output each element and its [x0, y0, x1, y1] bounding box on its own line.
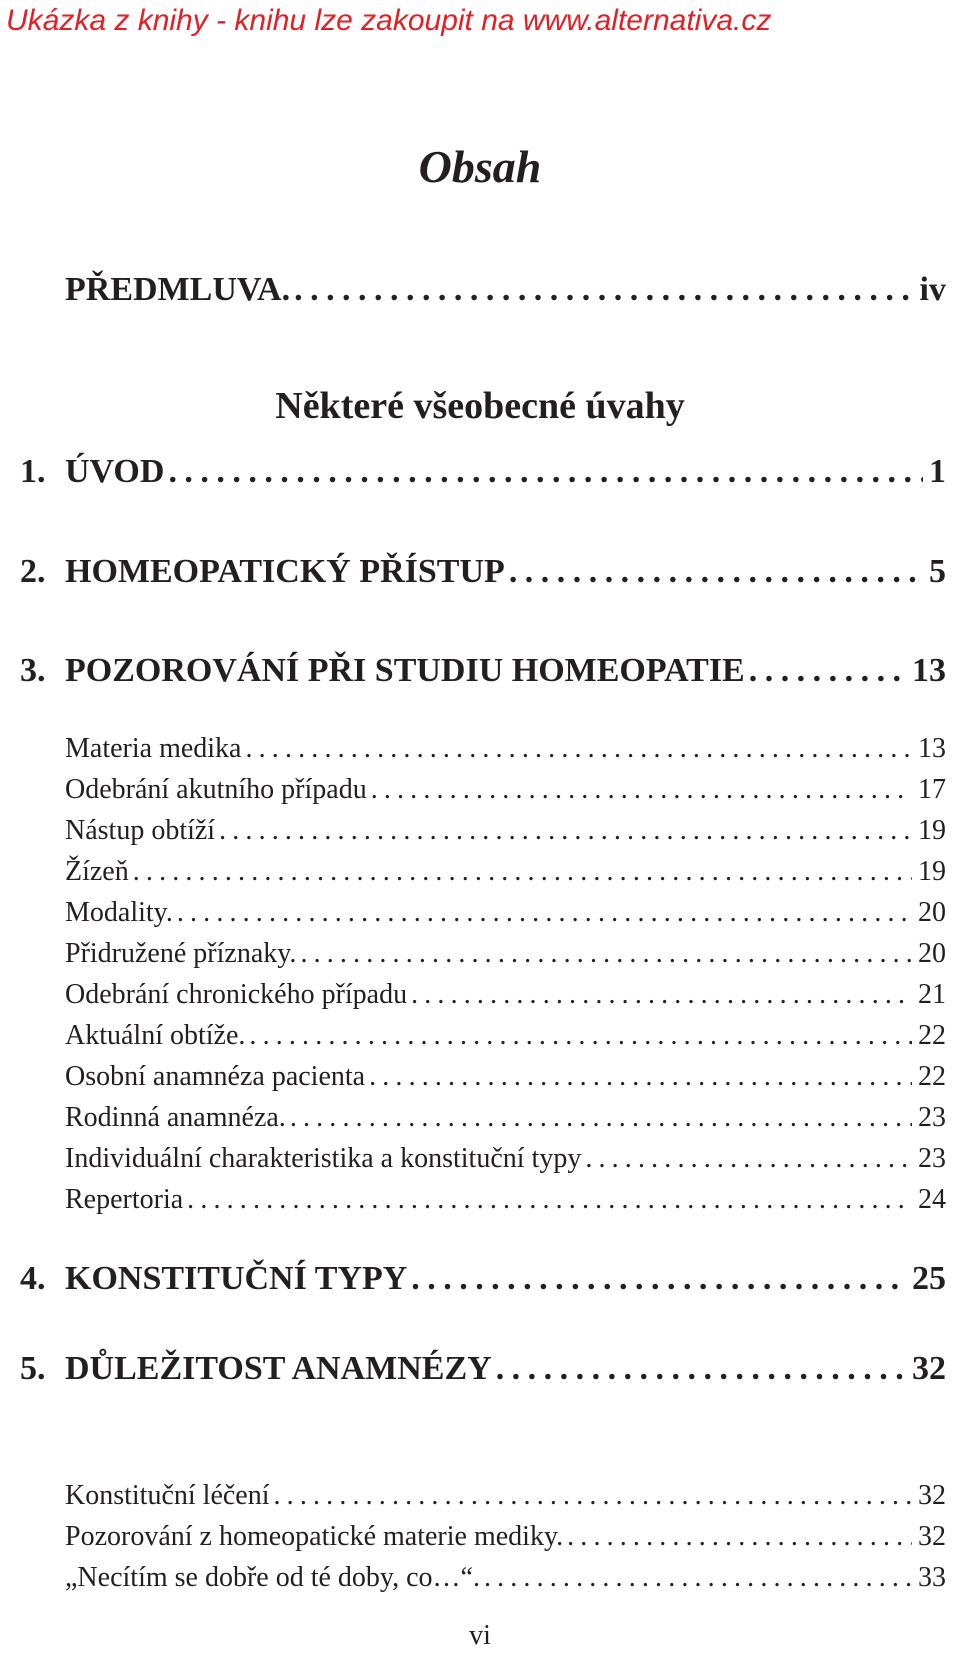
promo-banner-link[interactable]: Ukázka z knihy - knihu lze zakoupit na www.alternativa.cz	[6, 4, 772, 37]
toc-page-number: 22	[918, 1061, 946, 1092]
toc-page-number: 21	[918, 979, 946, 1010]
toc-entry-label: DŮLEŽITOST ANAMNÉZY	[65, 1350, 492, 1387]
toc-entry-chapter-5	[20, 1350, 946, 1388]
toc-subentry	[65, 733, 946, 765]
chapter-number: 3.	[20, 652, 46, 689]
toc-page-number: 33	[918, 1562, 946, 1593]
toc-entry-preface	[65, 271, 946, 309]
toc-subentry	[65, 938, 946, 970]
toc-page-number: 22	[918, 1020, 946, 1051]
toc-entry-label: HOMEOPATICKÝ PŘÍSTUP	[65, 553, 505, 590]
toc-dot-leader	[509, 553, 923, 591]
toc-dot-leader	[300, 938, 912, 970]
toc-entry-chapter-4	[20, 1260, 946, 1298]
toc-page-number: 23	[918, 1102, 946, 1133]
toc-entry-label: „Necítím se dobře od té doby, co…“.	[65, 1562, 480, 1593]
toc-entry-label: Aktuální obtíže.	[65, 1020, 246, 1051]
toc-entry-label: Přidružené příznaky.	[65, 938, 297, 969]
toc-subentry	[65, 1143, 946, 1175]
toc-page-number: 32	[918, 1480, 946, 1511]
toc-page-number: 20	[918, 897, 946, 928]
toc-dot-leader	[411, 1260, 906, 1298]
chapter-number: 1.	[20, 453, 46, 490]
toc-subentry	[65, 1480, 946, 1512]
toc-entry-chapter-1	[20, 453, 946, 491]
toc-dot-leader	[567, 1521, 912, 1553]
toc-subentry	[65, 1020, 946, 1052]
toc-entry-label: Rodinná anamnéza.	[65, 1102, 286, 1133]
toc-entry-label: Modality.	[65, 897, 173, 928]
toc-page-number: 17	[918, 774, 946, 805]
toc-page-number: 23	[918, 1143, 946, 1174]
toc-page-number: 25	[912, 1260, 946, 1297]
toc-entry-label: Konstituční léčení	[65, 1480, 270, 1511]
toc-subentry	[65, 1061, 946, 1093]
toc-dot-leader	[585, 1143, 912, 1175]
page-folio-number: vi	[469, 1620, 491, 1651]
toc-dot-leader	[749, 652, 906, 690]
toc-subentry	[65, 1521, 946, 1553]
toc-page-number: 13	[918, 733, 946, 764]
toc-subentry	[65, 1184, 946, 1216]
toc-page-number: 5	[929, 553, 946, 590]
toc-entry-label: ÚVOD	[65, 453, 165, 490]
toc-dot-leader	[177, 897, 912, 929]
toc-page-number: 24	[918, 1184, 946, 1215]
toc-subentry	[65, 979, 946, 1011]
toc-entry-label: Repertoria	[65, 1184, 184, 1215]
section-heading: Některé všeobecné úvahy	[275, 385, 685, 427]
toc-dot-leader	[290, 1102, 912, 1134]
chapter-number: 2.	[20, 553, 46, 590]
toc-page-number: iv	[919, 271, 946, 308]
toc-dot-leader	[371, 774, 912, 806]
toc-dot-leader	[294, 271, 913, 309]
page-title: Obsah	[418, 141, 542, 192]
toc-entry-label: Osobní anamnéza pacienta	[65, 1061, 366, 1092]
toc-subentry	[65, 815, 946, 847]
toc-dot-leader	[187, 1184, 912, 1216]
toc-entry-label: Materia medika	[65, 733, 242, 764]
toc-dot-leader	[496, 1350, 906, 1388]
toc-page-number: 32	[912, 1350, 946, 1387]
toc-subentry	[65, 856, 946, 888]
toc-entry-label: Odebrání akutního případu	[65, 774, 367, 805]
toc-dot-leader	[249, 1020, 912, 1052]
toc-dot-leader	[245, 733, 912, 765]
toc-dot-leader	[484, 1562, 912, 1594]
toc-page-number: 19	[918, 815, 946, 846]
toc-dot-leader	[411, 979, 912, 1011]
toc-subentry	[65, 897, 946, 929]
toc-subentry	[65, 774, 946, 806]
toc-dot-leader	[369, 1061, 912, 1093]
toc-entry-label: Odebrání chronického případu	[65, 979, 408, 1010]
chapter-number: 4.	[20, 1260, 46, 1297]
toc-entry-label: Individuální charakteristika a konstituční typy	[65, 1143, 582, 1174]
toc-entry-label: Žízeň	[65, 856, 129, 887]
toc-dot-leader	[274, 1480, 912, 1512]
toc-entry-label: KONSTITUČNÍ TYPY	[65, 1260, 408, 1297]
toc-entry-label: Pozorování z homeopatické materie mediky.	[65, 1521, 564, 1552]
toc-entry-label: PŘEDMLUVA.	[65, 271, 291, 308]
chapter-number: 5.	[20, 1350, 46, 1387]
toc-page-number: 20	[918, 938, 946, 969]
toc-entry-chapter-2	[20, 553, 946, 591]
toc-entry-label: Nástup obtíží	[65, 815, 216, 846]
toc-subentry	[65, 1102, 946, 1134]
toc-entry-label: POZOROVÁNÍ PŘI STUDIU HOMEOPATIE	[65, 652, 745, 689]
toc-subentry	[65, 1562, 946, 1594]
toc-page-number: 13	[912, 652, 946, 689]
toc-dot-leader	[219, 815, 912, 847]
toc-page-number: 32	[918, 1521, 946, 1552]
toc-page-number: 19	[918, 856, 946, 887]
toc-entry-chapter-3	[20, 652, 946, 690]
toc-page-number: 1	[929, 453, 946, 490]
toc-dot-leader	[133, 856, 912, 888]
toc-dot-leader	[168, 453, 923, 491]
